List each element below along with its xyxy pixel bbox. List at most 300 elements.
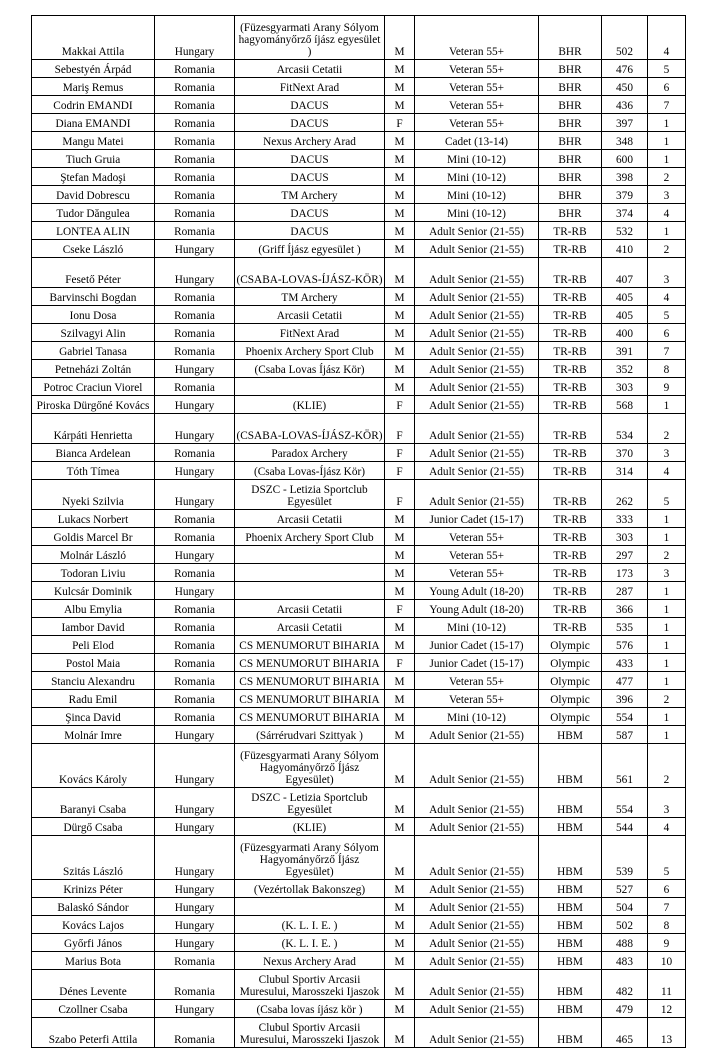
athlete-name-cell: Czollner Csaba	[32, 1000, 155, 1018]
country-cell: Romania	[155, 970, 235, 1000]
rank-cell: 1	[648, 132, 686, 150]
table-row	[32, 636, 686, 654]
club-cell	[235, 564, 385, 582]
bow-class-cell: TR-RB	[539, 510, 602, 528]
club-cell: Arcasii Cetatii	[235, 60, 385, 78]
category-cell: Adult Senior (21-55)	[415, 726, 539, 744]
rank-cell: 1	[648, 150, 686, 168]
category-cell: Adult Senior (21-55)	[415, 1000, 539, 1018]
table-row	[32, 168, 686, 186]
table-row	[32, 744, 686, 788]
score-cell: 410	[602, 240, 648, 258]
sex-cell: M	[385, 96, 415, 114]
bow-class-cell: HBM	[539, 880, 602, 898]
rank-cell: 7	[648, 342, 686, 360]
score-cell: 374	[602, 204, 648, 222]
country-cell: Romania	[155, 952, 235, 970]
score-cell: 287	[602, 582, 648, 600]
athlete-name-cell: Mariş Remus	[32, 78, 155, 96]
club-cell: (KLIE)	[235, 818, 385, 836]
athlete-name-cell: Tóth Tímea	[32, 462, 155, 480]
country-cell: Hungary	[155, 414, 235, 444]
sex-cell: M	[385, 818, 415, 836]
club-cell: DACUS	[235, 150, 385, 168]
results-table-body	[32, 16, 686, 1048]
club-cell: DSZC - Letizia Sportclub Egyesület	[235, 480, 385, 510]
rank-cell: 3	[648, 186, 686, 204]
bow-class-cell: BHR	[539, 78, 602, 96]
rank-cell: 1	[648, 222, 686, 240]
country-cell: Hungary	[155, 240, 235, 258]
rank-cell: 2	[648, 546, 686, 564]
table-row	[32, 1018, 686, 1048]
athlete-name-cell: Kovács Károly	[32, 744, 155, 788]
rank-cell: 4	[648, 16, 686, 60]
rank-cell: 3	[648, 564, 686, 582]
sex-cell: F	[385, 444, 415, 462]
bow-class-cell: TR-RB	[539, 342, 602, 360]
rank-cell: 7	[648, 96, 686, 114]
athlete-name-cell: Szabo Peterfi Attila	[32, 1018, 155, 1048]
athlete-name-cell: Peli Elod	[32, 636, 155, 654]
category-cell: Adult Senior (21-55)	[415, 898, 539, 916]
country-cell: Romania	[155, 288, 235, 306]
bow-class-cell: Olympic	[539, 690, 602, 708]
bow-class-cell: TR-RB	[539, 600, 602, 618]
sex-cell: M	[385, 690, 415, 708]
bow-class-cell: BHR	[539, 150, 602, 168]
country-cell: Romania	[155, 708, 235, 726]
score-cell: 482	[602, 970, 648, 1000]
country-cell: Romania	[155, 654, 235, 672]
score-cell: 297	[602, 546, 648, 564]
category-cell: Cadet (13-14)	[415, 132, 539, 150]
bow-class-cell: HBM	[539, 726, 602, 744]
category-cell: Adult Senior (21-55)	[415, 744, 539, 788]
athlete-name-cell: Győrfi János	[32, 934, 155, 952]
country-cell: Hungary	[155, 360, 235, 378]
rank-cell: 4	[648, 288, 686, 306]
rank-cell: 1	[648, 654, 686, 672]
country-cell: Hungary	[155, 726, 235, 744]
athlete-name-cell: Molnár László	[32, 546, 155, 564]
score-cell: 479	[602, 1000, 648, 1018]
country-cell: Romania	[155, 306, 235, 324]
category-cell: Adult Senior (21-55)	[415, 462, 539, 480]
sex-cell: M	[385, 952, 415, 970]
table-row	[32, 654, 686, 672]
bow-class-cell: TR-RB	[539, 378, 602, 396]
bow-class-cell: HBM	[539, 788, 602, 818]
category-cell: Adult Senior (21-55)	[415, 480, 539, 510]
table-row	[32, 836, 686, 880]
table-row	[32, 546, 686, 564]
club-cell: Phoenix Archery Sport Club	[235, 528, 385, 546]
country-cell: Hungary	[155, 546, 235, 564]
athlete-name-cell: Sebestyén Árpád	[32, 60, 155, 78]
bow-class-cell: TR-RB	[539, 306, 602, 324]
score-cell: 348	[602, 132, 648, 150]
bow-class-cell: Olympic	[539, 636, 602, 654]
category-cell: Adult Senior (21-55)	[415, 240, 539, 258]
rank-cell: 1	[648, 510, 686, 528]
rank-cell: 3	[648, 444, 686, 462]
sex-cell: M	[385, 288, 415, 306]
club-cell: DSZC - Letizia Sportclub Egyesület	[235, 788, 385, 818]
club-cell: CS MENUMORUT BIHARIA	[235, 654, 385, 672]
bow-class-cell: BHR	[539, 60, 602, 78]
athlete-name-cell: Albu Emylia	[32, 600, 155, 618]
athlete-name-cell: Szitás László	[32, 836, 155, 880]
rank-cell: 1	[648, 528, 686, 546]
bow-class-cell: HBM	[539, 934, 602, 952]
score-cell: 600	[602, 150, 648, 168]
athlete-name-cell: Dénes Levente	[32, 970, 155, 1000]
club-cell	[235, 546, 385, 564]
country-cell: Romania	[155, 96, 235, 114]
rank-cell: 11	[648, 970, 686, 1000]
bow-class-cell: TR-RB	[539, 528, 602, 546]
bow-class-cell: HBM	[539, 898, 602, 916]
club-cell: Arcasii Cetatii	[235, 600, 385, 618]
score-cell: 554	[602, 788, 648, 818]
bow-class-cell: HBM	[539, 952, 602, 970]
table-row	[32, 510, 686, 528]
sex-cell: M	[385, 168, 415, 186]
score-cell: 314	[602, 462, 648, 480]
sex-cell: M	[385, 934, 415, 952]
rank-cell: 4	[648, 818, 686, 836]
category-cell: Adult Senior (21-55)	[415, 952, 539, 970]
category-cell: Veteran 55+	[415, 690, 539, 708]
sex-cell: M	[385, 132, 415, 150]
sex-cell: M	[385, 744, 415, 788]
sex-cell: M	[385, 672, 415, 690]
rank-cell: 1	[648, 672, 686, 690]
rank-cell: 3	[648, 258, 686, 288]
sex-cell: M	[385, 324, 415, 342]
score-cell: 568	[602, 396, 648, 414]
bow-class-cell: TR-RB	[539, 222, 602, 240]
category-cell: Adult Senior (21-55)	[415, 818, 539, 836]
category-cell: Veteran 55+	[415, 96, 539, 114]
table-row	[32, 708, 686, 726]
sex-cell: M	[385, 378, 415, 396]
club-cell: DACUS	[235, 114, 385, 132]
category-cell: Junior Cadet (15-17)	[415, 636, 539, 654]
club-cell: Paradox Archery	[235, 444, 385, 462]
athlete-name-cell: Molnár Imre	[32, 726, 155, 744]
country-cell: Hungary	[155, 480, 235, 510]
rank-cell: 1	[648, 636, 686, 654]
table-row	[32, 396, 686, 414]
sex-cell: M	[385, 510, 415, 528]
table-row	[32, 480, 686, 510]
athlete-name-cell: David Dobrescu	[32, 186, 155, 204]
country-cell: Hungary	[155, 836, 235, 880]
category-cell: Adult Senior (21-55)	[415, 916, 539, 934]
table-row	[32, 880, 686, 898]
category-cell: Junior Cadet (15-17)	[415, 510, 539, 528]
table-row	[32, 564, 686, 582]
table-row	[32, 378, 686, 396]
score-cell: 262	[602, 480, 648, 510]
category-cell: Adult Senior (21-55)	[415, 258, 539, 288]
country-cell: Romania	[155, 636, 235, 654]
table-row	[32, 898, 686, 916]
country-cell: Romania	[155, 600, 235, 618]
club-cell: DACUS	[235, 204, 385, 222]
category-cell: Veteran 55+	[415, 546, 539, 564]
country-cell: Romania	[155, 222, 235, 240]
category-cell: Veteran 55+	[415, 114, 539, 132]
sex-cell: M	[385, 564, 415, 582]
athlete-name-cell: Szilvagyi Alin	[32, 324, 155, 342]
sex-cell: F	[385, 114, 415, 132]
country-cell: Hungary	[155, 788, 235, 818]
sex-cell: M	[385, 1018, 415, 1048]
sex-cell: M	[385, 240, 415, 258]
rank-cell: 8	[648, 916, 686, 934]
score-cell: 405	[602, 306, 648, 324]
score-cell: 502	[602, 16, 648, 60]
table-row	[32, 132, 686, 150]
table-row	[32, 240, 686, 258]
sex-cell: M	[385, 636, 415, 654]
athlete-name-cell: Goldis Marcel Br	[32, 528, 155, 546]
category-cell: Adult Senior (21-55)	[415, 360, 539, 378]
bow-class-cell: TR-RB	[539, 414, 602, 444]
results-table	[31, 15, 686, 1048]
sex-cell: M	[385, 306, 415, 324]
club-cell: (Füzesgyarmati Arany Sólyom Hagyományőrző Íjász Egyesület)	[235, 836, 385, 880]
bow-class-cell: HBM	[539, 970, 602, 1000]
table-row	[32, 618, 686, 636]
country-cell: Romania	[155, 342, 235, 360]
club-cell: Arcasii Cetatii	[235, 510, 385, 528]
category-cell: Adult Senior (21-55)	[415, 222, 539, 240]
country-cell: Hungary	[155, 934, 235, 952]
score-cell: 370	[602, 444, 648, 462]
table-row	[32, 258, 686, 288]
rank-cell: 8	[648, 360, 686, 378]
sex-cell: M	[385, 898, 415, 916]
sex-cell: F	[385, 396, 415, 414]
club-cell: Nexus Archery Arad	[235, 132, 385, 150]
athlete-name-cell: Tiuch Gruia	[32, 150, 155, 168]
table-row	[32, 324, 686, 342]
score-cell: 561	[602, 744, 648, 788]
country-cell: Hungary	[155, 916, 235, 934]
score-cell: 436	[602, 96, 648, 114]
sex-cell: F	[385, 462, 415, 480]
club-cell: CS MENUMORUT BIHARIA	[235, 708, 385, 726]
rank-cell: 2	[648, 240, 686, 258]
club-cell: (Csaba Lovas Íjász Kör)	[235, 360, 385, 378]
club-cell: (CSABA-LOVAS-ÍJÁSZ-KÖR)	[235, 258, 385, 288]
rank-cell: 1	[648, 726, 686, 744]
club-cell: (Csaba lovas íjász kör )	[235, 1000, 385, 1018]
country-cell: Hungary	[155, 818, 235, 836]
bow-class-cell: TR-RB	[539, 462, 602, 480]
athlete-name-cell: Krinizs Péter	[32, 880, 155, 898]
sex-cell: M	[385, 880, 415, 898]
bow-class-cell: BHR	[539, 204, 602, 222]
club-cell: FitNext Arad	[235, 78, 385, 96]
country-cell: Hungary	[155, 396, 235, 414]
rank-cell: 5	[648, 306, 686, 324]
category-cell: Junior Cadet (15-17)	[415, 654, 539, 672]
table-row	[32, 934, 686, 952]
rank-cell: 2	[648, 168, 686, 186]
athlete-name-cell: Postol Maia	[32, 654, 155, 672]
country-cell: Romania	[155, 60, 235, 78]
athlete-name-cell: Lukacs Norbert	[32, 510, 155, 528]
sex-cell: F	[385, 480, 415, 510]
category-cell: Adult Senior (21-55)	[415, 836, 539, 880]
score-cell: 398	[602, 168, 648, 186]
score-cell: 433	[602, 654, 648, 672]
score-cell: 333	[602, 510, 648, 528]
bow-class-cell: HBM	[539, 1000, 602, 1018]
club-cell	[235, 378, 385, 396]
bow-class-cell: Olympic	[539, 708, 602, 726]
rank-cell: 2	[648, 744, 686, 788]
bow-class-cell: BHR	[539, 16, 602, 60]
table-row	[32, 582, 686, 600]
athlete-name-cell: Makkai Attila	[32, 16, 155, 60]
athlete-name-cell: Fesető Péter	[32, 258, 155, 288]
club-cell: CS MENUMORUT BIHARIA	[235, 636, 385, 654]
athlete-name-cell: Dürgő Csaba	[32, 818, 155, 836]
country-cell: Hungary	[155, 462, 235, 480]
bow-class-cell: Olympic	[539, 654, 602, 672]
club-cell: (K. L. I. E. )	[235, 916, 385, 934]
sex-cell: M	[385, 546, 415, 564]
athlete-name-cell: Nyeki Szilvia	[32, 480, 155, 510]
category-cell: Veteran 55+	[415, 564, 539, 582]
score-cell: 396	[602, 690, 648, 708]
country-cell: Romania	[155, 132, 235, 150]
results-page	[31, 15, 685, 1048]
score-cell: 391	[602, 342, 648, 360]
club-cell: (Füzesgyarmati Arany Sólyom hagyományőrző íjász egyesület )	[235, 16, 385, 60]
bow-class-cell: BHR	[539, 96, 602, 114]
athlete-name-cell: Codrin EMANDI	[32, 96, 155, 114]
country-cell: Hungary	[155, 744, 235, 788]
bow-class-cell: BHR	[539, 114, 602, 132]
table-row	[32, 288, 686, 306]
table-row	[32, 414, 686, 444]
club-cell: DACUS	[235, 168, 385, 186]
score-cell: 527	[602, 880, 648, 898]
sex-cell: M	[385, 708, 415, 726]
score-cell: 477	[602, 672, 648, 690]
table-row	[32, 528, 686, 546]
rank-cell: 12	[648, 1000, 686, 1018]
score-cell: 504	[602, 898, 648, 916]
athlete-name-cell: Potroc Craciun Viorel	[32, 378, 155, 396]
category-cell: Mini (10-12)	[415, 618, 539, 636]
rank-cell: 9	[648, 378, 686, 396]
bow-class-cell: TR-RB	[539, 444, 602, 462]
athlete-name-cell: Baranyi Csaba	[32, 788, 155, 818]
club-cell: (Sárrérudvari Szittyak )	[235, 726, 385, 744]
rank-cell: 6	[648, 324, 686, 342]
country-cell: Romania	[155, 690, 235, 708]
country-cell: Romania	[155, 1018, 235, 1048]
bow-class-cell: TR-RB	[539, 288, 602, 306]
bow-class-cell: TR-RB	[539, 240, 602, 258]
club-cell: (Füzesgyarmati Arany Sólyom Hagyományőrző Íjász Egyesület)	[235, 744, 385, 788]
table-row	[32, 150, 686, 168]
table-row	[32, 600, 686, 618]
bow-class-cell: TR-RB	[539, 360, 602, 378]
category-cell: Veteran 55+	[415, 528, 539, 546]
table-row	[32, 96, 686, 114]
club-cell: Arcasii Cetatii	[235, 618, 385, 636]
athlete-name-cell: Cseke László	[32, 240, 155, 258]
table-row	[32, 1000, 686, 1018]
table-row	[32, 690, 686, 708]
club-cell: DACUS	[235, 222, 385, 240]
athlete-name-cell: Bianca Ardelean	[32, 444, 155, 462]
athlete-name-cell: Marius Bota	[32, 952, 155, 970]
category-cell: Young Adult (18-20)	[415, 582, 539, 600]
sex-cell: M	[385, 836, 415, 880]
category-cell: Adult Senior (21-55)	[415, 414, 539, 444]
category-cell: Adult Senior (21-55)	[415, 970, 539, 1000]
bow-class-cell: BHR	[539, 186, 602, 204]
athlete-name-cell: Piroska Dürgőné Kovács	[32, 396, 155, 414]
score-cell: 397	[602, 114, 648, 132]
rank-cell: 7	[648, 898, 686, 916]
athlete-name-cell: Petneházi Zoltán	[32, 360, 155, 378]
sex-cell: M	[385, 970, 415, 1000]
rank-cell: 1	[648, 582, 686, 600]
category-cell: Adult Senior (21-55)	[415, 306, 539, 324]
table-row	[32, 16, 686, 60]
club-cell: (Griff Íjász egyesület )	[235, 240, 385, 258]
category-cell: Veteran 55+	[415, 16, 539, 60]
category-cell: Veteran 55+	[415, 78, 539, 96]
sex-cell: F	[385, 414, 415, 444]
table-row	[32, 342, 686, 360]
score-cell: 303	[602, 528, 648, 546]
score-cell: 303	[602, 378, 648, 396]
rank-cell: 2	[648, 690, 686, 708]
sex-cell: M	[385, 222, 415, 240]
athlete-name-cell: Barvinschi Bogdan	[32, 288, 155, 306]
category-cell: Mini (10-12)	[415, 186, 539, 204]
club-cell: Phoenix Archery Sport Club	[235, 342, 385, 360]
sex-cell: M	[385, 78, 415, 96]
country-cell: Romania	[155, 114, 235, 132]
bow-class-cell: HBM	[539, 744, 602, 788]
rank-cell: 13	[648, 1018, 686, 1048]
table-row	[32, 916, 686, 934]
score-cell: 535	[602, 618, 648, 636]
athlete-name-cell: Balaskó Sándor	[32, 898, 155, 916]
sex-cell: M	[385, 916, 415, 934]
club-cell: (CSABA-LOVAS-ÍJÁSZ-KÖR)	[235, 414, 385, 444]
category-cell: Adult Senior (21-55)	[415, 396, 539, 414]
sex-cell: F	[385, 600, 415, 618]
rank-cell: 1	[648, 708, 686, 726]
category-cell: Veteran 55+	[415, 672, 539, 690]
table-row	[32, 78, 686, 96]
country-cell: Romania	[155, 168, 235, 186]
